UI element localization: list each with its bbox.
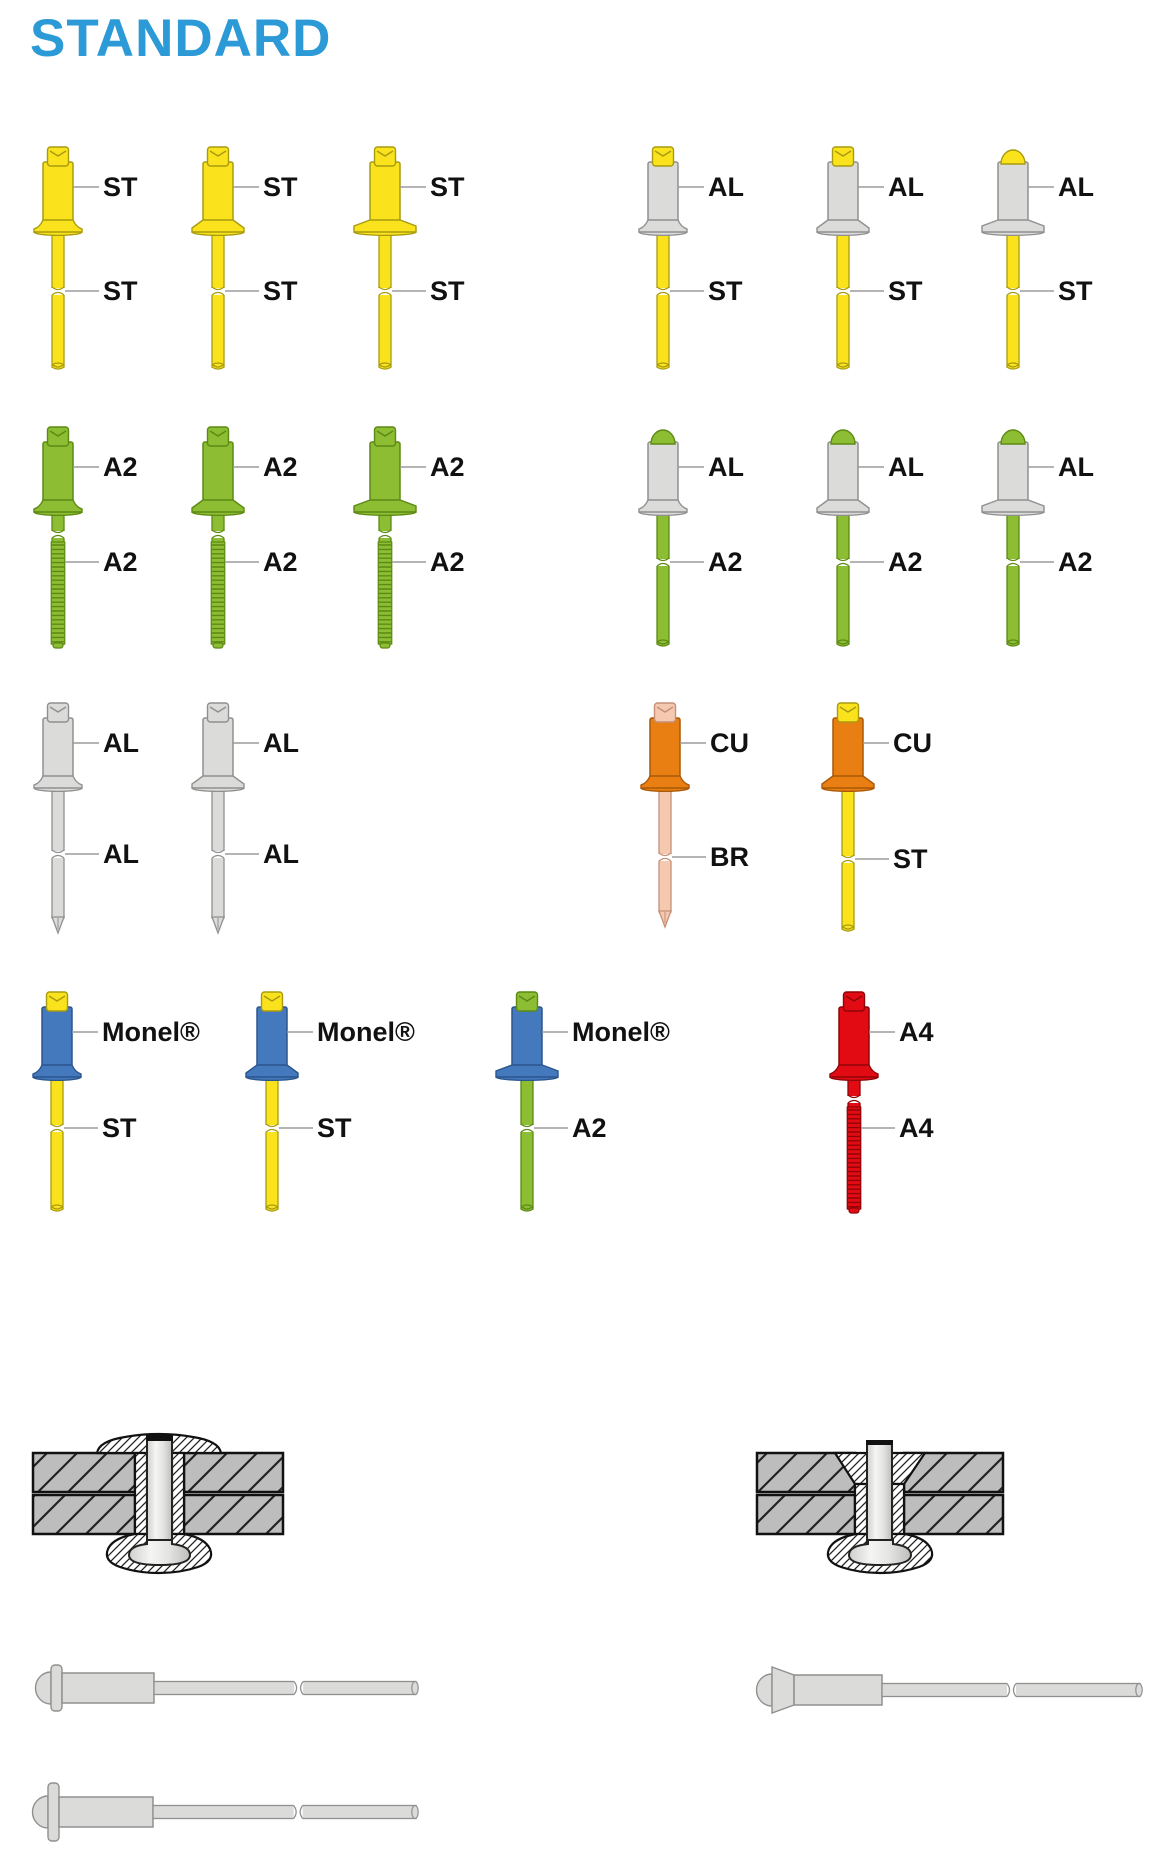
rivet-flange: [51, 1665, 62, 1711]
mandrel: [521, 1077, 533, 1209]
rivet-flange: [641, 776, 689, 788]
mandrel-material-label: ST: [263, 276, 298, 306]
rivet-body: [203, 442, 233, 504]
body-material-label: Monel®: [317, 1017, 415, 1047]
rivet-flange: [34, 220, 82, 232]
mandrel-open-end: [412, 1806, 418, 1819]
rivet-body: [62, 1673, 154, 1703]
body-material-label: ST: [103, 172, 138, 202]
mandrel-material-label: A2: [103, 547, 138, 577]
rivet-body: [42, 1007, 72, 1069]
rivet-flange: [192, 776, 244, 788]
rivet-shell-wall: [855, 1484, 867, 1534]
plate-bottom-left: [757, 1495, 855, 1534]
mandrel-material-label: ST: [430, 276, 465, 306]
body-material-label: AL: [1058, 172, 1094, 202]
mandrel-material-label: ST: [103, 276, 138, 306]
body-material-label: A4: [899, 1017, 934, 1047]
rivet-monel-st: [246, 992, 415, 1211]
rivet-body: [833, 718, 863, 780]
rivet-monel-a2: [496, 992, 670, 1211]
broken-mandrel-stub: [146, 1435, 173, 1441]
rivet-body: [794, 1675, 882, 1705]
rivet-a2-a2: [34, 427, 138, 648]
mandrel-head: [1001, 150, 1025, 164]
rivet-flange: [496, 1065, 558, 1077]
rivet-shell-wall: [135, 1453, 147, 1534]
mandrel: [266, 1077, 278, 1209]
plate-bottom-left: [33, 1495, 135, 1534]
rivet-body: [257, 1007, 287, 1069]
mandrel: [153, 1806, 416, 1819]
rivet-body: [839, 1007, 869, 1069]
body-material-label: Monel®: [572, 1017, 670, 1047]
mandrel-material-label: A2: [572, 1113, 607, 1143]
rivet-flange: [246, 1065, 298, 1077]
horizontal-rivet-2: [33, 1783, 419, 1841]
mandrel: [154, 1682, 416, 1695]
body-material-label: AL: [103, 728, 139, 758]
plate-bottom-right: [184, 1495, 283, 1534]
mandrel-material-label: ST: [708, 276, 743, 306]
rivet-body: [43, 718, 73, 780]
horizontal-rivet-3: [757, 1667, 1143, 1713]
rivet-st-st: [354, 147, 465, 369]
body-material-label: AL: [888, 172, 924, 202]
mandrel-open-end: [412, 1682, 418, 1695]
page-title: STANDARD: [30, 9, 332, 68]
mandrel-material-label: A2: [263, 547, 298, 577]
rivet-flange: [354, 500, 416, 512]
broken-mandrel-stub: [866, 1440, 893, 1445]
plate-top-left: [33, 1453, 135, 1492]
rivet-al-st: [817, 147, 924, 369]
rivet-body: [43, 162, 73, 224]
mandrel-material-label: A2: [708, 547, 743, 577]
body-material-label: AL: [888, 452, 924, 482]
rivet-monel-st: [33, 992, 200, 1211]
mandrel: [51, 1077, 63, 1209]
cross-section-dome-head: [33, 1434, 283, 1573]
mandrel: [212, 232, 224, 367]
rivet-al-a2: [639, 430, 744, 646]
mandrel-material-label: A2: [430, 547, 465, 577]
rivet-countersunk-flange: [772, 1667, 794, 1713]
rivet-body: [998, 442, 1028, 504]
rivet-body: [998, 162, 1028, 224]
body-material-label: ST: [430, 172, 465, 202]
mandrel: [837, 232, 849, 367]
rivet-flange: [354, 220, 416, 232]
mandrel-material-label: ST: [1058, 276, 1093, 306]
rivet-a2-a2: [354, 427, 465, 648]
mandrel: [52, 232, 64, 367]
mandrel: [1007, 512, 1019, 644]
rivet-body: [59, 1797, 153, 1827]
body-material-label: A2: [103, 452, 138, 482]
body-material-label: AL: [708, 452, 744, 482]
rivet-body: [370, 442, 400, 504]
rivet-st-st: [34, 147, 138, 369]
rivet-flange: [34, 500, 82, 512]
rivet-al-st: [639, 147, 744, 369]
mandrel-material-label: ST: [888, 276, 923, 306]
rivet-flange: [982, 220, 1044, 232]
rivet-head-dome: [36, 1672, 52, 1704]
mandrel-blunt-tip: [849, 1208, 859, 1213]
rivet-body: [512, 1007, 542, 1069]
horizontal-rivet-layer: [33, 1665, 1143, 1841]
plate-bottom-right: [904, 1495, 1003, 1534]
mandrel-head: [651, 430, 675, 444]
cross-section-countersunk-head: [757, 1440, 1003, 1573]
mandrel-blunt-tip: [380, 643, 390, 648]
rivet-flange: [639, 500, 687, 512]
rivet-a4-a4: [830, 992, 934, 1213]
mandrel-material-label: BR: [710, 842, 749, 872]
body-material-label: CU: [710, 728, 749, 758]
body-material-label: ST: [263, 172, 298, 202]
rivet-head-dome: [33, 1796, 49, 1828]
mandrel-material-label: A2: [1058, 547, 1093, 577]
mandrel: [837, 512, 849, 644]
rivet-body: [203, 718, 233, 780]
mandrel-material-label: AL: [103, 839, 139, 869]
rivet-body: [370, 162, 400, 224]
rivet-al-al: [34, 703, 139, 933]
mandrel-blunt-tip: [213, 643, 223, 648]
rivet-layer: [33, 147, 1094, 1213]
rivet-al-a2: [817, 430, 924, 646]
rivet-al-al: [192, 703, 299, 933]
body-material-label: Monel®: [102, 1017, 200, 1047]
rivet-head-dome: [757, 1674, 773, 1706]
rivet-shell-wall: [172, 1453, 184, 1534]
rivet-flange: [48, 1783, 59, 1841]
mandrel-head: [831, 430, 855, 444]
rivet-body: [828, 162, 858, 224]
rivet-body: [648, 442, 678, 504]
mandrel-stem-section: [147, 1440, 172, 1544]
mandrel: [379, 232, 391, 367]
horizontal-rivet-1: [36, 1665, 419, 1711]
body-material-label: A2: [430, 452, 465, 482]
mandrel-material-label: A4: [899, 1113, 934, 1143]
rivet-flange: [639, 220, 687, 232]
rivet-body: [203, 162, 233, 224]
rivet-cu-br: [641, 703, 749, 927]
mandrel: [657, 512, 669, 644]
mandrel-material-label: AL: [263, 839, 299, 869]
mandrel: [657, 232, 669, 367]
rivet-flange: [33, 1065, 81, 1077]
rivet-flange: [817, 220, 869, 232]
mandrel-material-label: ST: [102, 1113, 137, 1143]
mandrel: [1007, 232, 1019, 367]
body-material-label: AL: [263, 728, 299, 758]
rivet-al-st: [982, 150, 1094, 369]
mandrel-open-end: [1136, 1684, 1142, 1697]
plate-top-right: [184, 1453, 283, 1492]
mandrel: [659, 788, 671, 912]
body-material-label: CU: [893, 728, 932, 758]
mandrel-material-label: ST: [317, 1113, 352, 1143]
mandrel-blunt-tip: [53, 643, 63, 648]
rivet-st-st: [192, 147, 298, 369]
mandrel-material-label: A2: [888, 547, 923, 577]
rivet-cu-st: [822, 703, 932, 931]
mandrel-stem-section: [867, 1444, 892, 1544]
rivet-flange: [982, 500, 1044, 512]
rivet-flange: [34, 776, 82, 788]
rivet-flange: [817, 500, 869, 512]
body-material-label: A2: [263, 452, 298, 482]
rivet-flange: [822, 776, 874, 788]
rivet-a2-a2: [192, 427, 298, 648]
rivet-flange: [192, 220, 244, 232]
rivet-flange: [192, 500, 244, 512]
mandrel-head: [1001, 430, 1025, 444]
rivet-shell-wall: [892, 1484, 904, 1534]
rivet-body: [648, 162, 678, 224]
rivet-al-a2: [982, 430, 1094, 646]
rivet-body: [43, 442, 73, 504]
rivet-body: [828, 442, 858, 504]
body-material-label: AL: [1058, 452, 1094, 482]
rivet-flange: [830, 1065, 878, 1077]
rivet-body: [650, 718, 680, 780]
body-material-label: AL: [708, 172, 744, 202]
mandrel-material-label: ST: [893, 844, 928, 874]
